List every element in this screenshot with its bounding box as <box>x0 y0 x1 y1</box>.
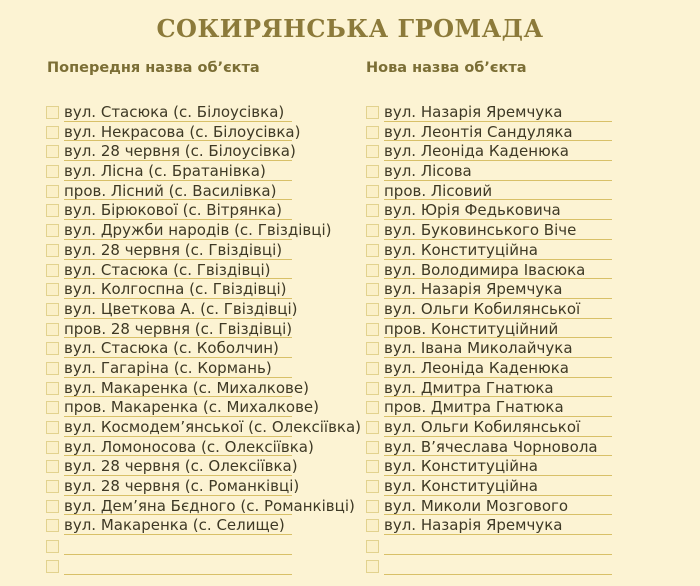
checkbox[interactable] <box>46 224 59 237</box>
checkbox[interactable] <box>366 145 379 158</box>
underline-divider <box>64 278 292 279</box>
checkbox[interactable] <box>46 460 59 473</box>
checkbox[interactable] <box>366 244 379 257</box>
checkbox[interactable] <box>366 540 379 553</box>
new-name-text: вул. Юрія Федьковича <box>384 201 561 220</box>
underline-divider <box>64 199 292 200</box>
underline-divider <box>64 495 292 496</box>
previous-name-text: пров. Лісний (с. Василівка) <box>64 181 277 200</box>
underline-divider <box>384 554 612 555</box>
previous-name-text: пров. Макаренка (с. Михалкове) <box>64 398 319 417</box>
underline-divider <box>384 199 612 200</box>
underline-divider <box>384 534 612 535</box>
underline-divider <box>64 436 292 437</box>
checkbox[interactable] <box>46 323 59 336</box>
checkbox[interactable] <box>46 441 59 454</box>
previous-name-text: вул. Некрасова (с. Білоусівка) <box>64 122 301 141</box>
new-name-text: вул. Лісова <box>384 162 472 181</box>
new-name-text: пров. Конституційний <box>384 319 559 338</box>
checkbox[interactable] <box>46 303 59 316</box>
underline-divider <box>384 298 612 299</box>
new-name-text: вул. Назарія Яремчука <box>384 516 563 535</box>
checkbox[interactable] <box>46 560 59 573</box>
new-name-text: пров. Лісовий <box>384 181 493 200</box>
previous-name-text: вул. Ломоносова (с. Олексіївка) <box>64 437 314 456</box>
checkbox[interactable] <box>46 145 59 158</box>
previous-name-text: вул. 28 червня (с. Білоусівка) <box>64 142 296 161</box>
checkbox[interactable] <box>46 106 59 119</box>
previous-name-text: вул. Колгоспна (с. Гвіздівці) <box>64 280 287 299</box>
underline-divider <box>384 357 612 358</box>
checkbox[interactable] <box>366 421 379 434</box>
underline-divider <box>384 259 612 260</box>
underline-divider <box>384 140 612 141</box>
checkbox[interactable] <box>46 185 59 198</box>
underline-divider <box>64 514 292 515</box>
underline-divider <box>64 357 292 358</box>
previous-name-text: вул. Макаренка (с. Михалкове) <box>64 378 309 397</box>
underline-divider <box>64 121 292 122</box>
checkbox[interactable] <box>46 264 59 277</box>
underline-divider <box>384 416 612 417</box>
underline-divider <box>64 219 292 220</box>
checkbox[interactable] <box>366 441 379 454</box>
underline-divider <box>64 140 292 141</box>
checkbox[interactable] <box>46 204 59 217</box>
new-name-text: вул. Конституційна <box>384 457 538 476</box>
checkbox[interactable] <box>366 224 379 237</box>
new-name-header: Нова назва об’єкта <box>366 60 527 76</box>
new-name-text: вул. Назарія Яремчука <box>384 280 563 299</box>
checkbox[interactable] <box>366 264 379 277</box>
underline-divider <box>384 514 612 515</box>
checkbox[interactable] <box>366 106 379 119</box>
checkbox[interactable] <box>366 382 379 395</box>
checkbox[interactable] <box>366 204 379 217</box>
new-name-text: вул. Івана Миколайчука <box>384 339 573 358</box>
checkbox[interactable] <box>46 382 59 395</box>
checkbox[interactable] <box>366 323 379 336</box>
underline-divider <box>64 534 292 535</box>
checkbox[interactable] <box>46 519 59 532</box>
underline-divider <box>384 239 612 240</box>
checkbox[interactable] <box>46 126 59 139</box>
checkbox[interactable] <box>46 480 59 493</box>
checkbox[interactable] <box>366 283 379 296</box>
new-name-text: вул. Леоніда Каденюка <box>384 358 569 377</box>
underline-divider <box>384 278 612 279</box>
underline-divider <box>64 377 292 378</box>
previous-name-text: вул. Бірюкової (с. Вітрянка) <box>64 201 282 220</box>
underline-divider <box>384 377 612 378</box>
underline-divider <box>64 554 292 555</box>
underline-divider <box>64 180 292 181</box>
checkbox[interactable] <box>46 362 59 375</box>
checkbox[interactable] <box>366 480 379 493</box>
checkbox[interactable] <box>366 165 379 178</box>
previous-name-text: вул. Стасюка (с. Білоусівка) <box>64 103 285 121</box>
underline-divider <box>384 455 612 456</box>
previous-name-header: Попередня назва об’єкта <box>47 60 260 76</box>
underline-divider <box>384 219 612 220</box>
checkbox[interactable] <box>366 342 379 355</box>
checkbox[interactable] <box>366 500 379 513</box>
checkbox[interactable] <box>46 165 59 178</box>
checkbox[interactable] <box>46 401 59 414</box>
previous-name-text: вул. Космодем’янської (с. Олексіївка) <box>64 418 362 436</box>
underline-divider <box>64 318 292 319</box>
checkbox[interactable] <box>366 362 379 375</box>
underline-divider <box>384 574 612 575</box>
underline-divider <box>64 455 292 456</box>
previous-name-text: вул. Лісна (с. Братанівка) <box>64 162 266 181</box>
previous-name-text: вул. Дружби народів (с. Гвіздівці) <box>64 221 332 240</box>
underline-divider <box>384 160 612 161</box>
previous-name-text: пров. 28 червня (с. Гвіздівці) <box>64 319 293 338</box>
underline-divider <box>64 337 292 338</box>
new-name-text: вул. Буковинського Віче <box>384 221 577 240</box>
previous-name-text: вул. 28 червня (с. Олексіївка) <box>64 457 298 476</box>
checkbox[interactable] <box>46 244 59 257</box>
checkbox[interactable] <box>366 560 379 573</box>
underline-divider <box>64 416 292 417</box>
new-name-text: вул. Дмитра Гнатюка <box>384 378 554 397</box>
new-name-text: вул. Конституційна <box>384 477 538 496</box>
underline-divider <box>384 475 612 476</box>
underline-divider <box>64 396 292 397</box>
previous-name-text: вул. Стасюка (с. Коболчин) <box>64 339 279 358</box>
new-name-text: вул. Ольги Кобилянської <box>384 418 581 436</box>
new-name-text: пров. Дмитра Гнатюка <box>384 398 564 417</box>
checkbox[interactable] <box>366 519 379 532</box>
previous-name-text: вул. Цветкова А. (с. Гвіздівці) <box>64 299 298 318</box>
new-name-text: вул. Леонтія Сандуляка <box>384 122 573 141</box>
underline-divider <box>64 239 292 240</box>
previous-name-text: вул. Дем’яна Бєдного (с. Романківці) <box>64 496 355 515</box>
new-name-text: вул. Леоніда Каденюка <box>384 142 569 161</box>
checkbox[interactable] <box>46 421 59 434</box>
underline-divider <box>384 318 612 319</box>
previous-name-text: вул. Гагаріна (с. Кормань) <box>64 358 272 377</box>
checkbox[interactable] <box>46 283 59 296</box>
underline-divider <box>384 495 612 496</box>
new-name-text: вул. Конституційна <box>384 240 538 259</box>
checkbox[interactable] <box>366 460 379 473</box>
new-name-text: вул. В’ячеслава Чорновола <box>384 437 598 456</box>
new-name-text: вул. Володимира Івасюка <box>384 260 586 279</box>
checkbox[interactable] <box>46 540 59 553</box>
new-name-text: вул. Миколи Мозгового <box>384 496 569 515</box>
underline-divider <box>64 475 292 476</box>
previous-name-text: вул. Макаренка (с. Селище) <box>64 516 285 535</box>
checkbox[interactable] <box>46 500 59 513</box>
previous-name-text: вул. Стасюка (с. Гвіздівці) <box>64 260 271 279</box>
underline-divider <box>384 337 612 338</box>
underline-divider <box>64 160 292 161</box>
underline-divider <box>64 574 292 575</box>
new-name-text: вул. Назарія Яремчука <box>384 103 563 121</box>
checkbox[interactable] <box>366 126 379 139</box>
page-title: СОКИРЯНСЬКА ГРОМАДА <box>156 14 544 43</box>
previous-name-text: вул. 28 червня (с. Романківці) <box>64 477 300 496</box>
previous-name-text: вул. 28 червня (с. Гвіздівці) <box>64 240 283 259</box>
underline-divider <box>384 121 612 122</box>
checkbox[interactable] <box>366 185 379 198</box>
underline-divider <box>384 436 612 437</box>
checkbox[interactable] <box>366 401 379 414</box>
checkbox[interactable] <box>46 342 59 355</box>
underline-divider <box>384 396 612 397</box>
underline-divider <box>64 298 292 299</box>
new-name-text: вул. Ольги Кобилянської <box>384 299 581 318</box>
underline-divider <box>64 259 292 260</box>
checkbox[interactable] <box>366 303 379 316</box>
underline-divider <box>384 180 612 181</box>
